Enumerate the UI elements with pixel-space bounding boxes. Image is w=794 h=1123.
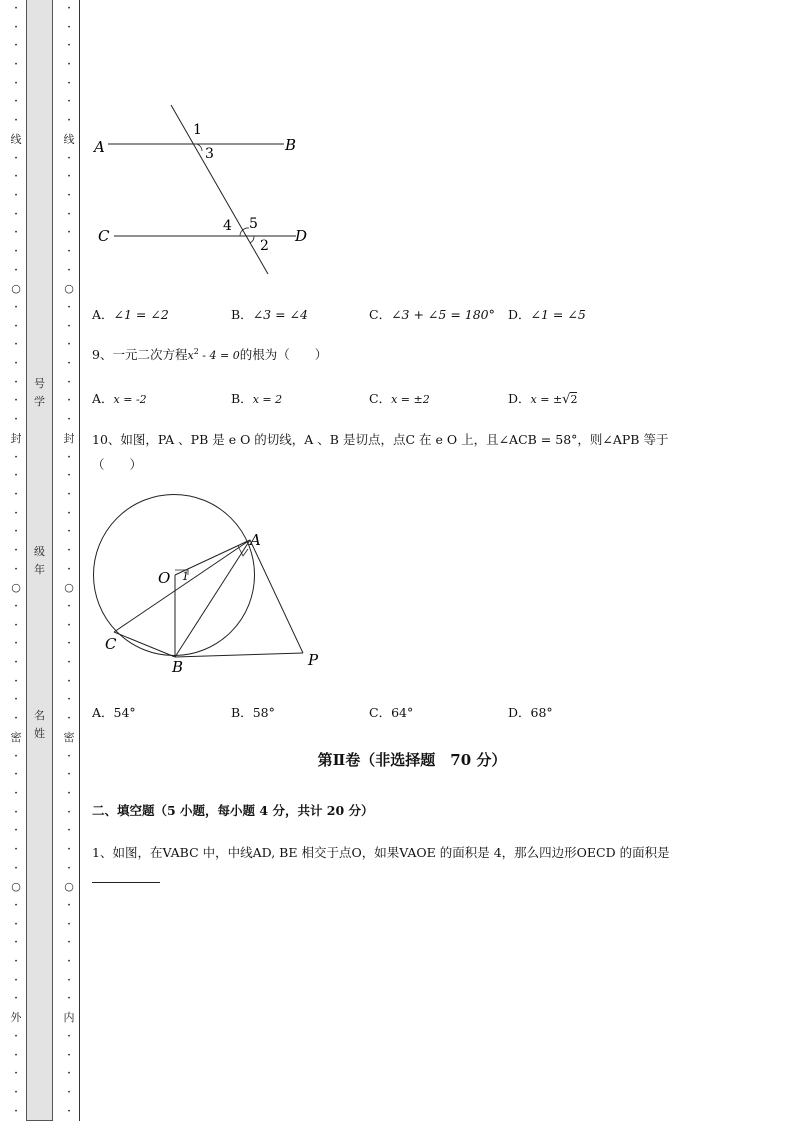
label-c: C bbox=[105, 635, 117, 653]
binding-seal-mark: 内 bbox=[63, 1011, 75, 1025]
binding-dot: • bbox=[67, 341, 71, 349]
binding-dot: • bbox=[67, 1070, 71, 1078]
binding-dot: • bbox=[14, 229, 18, 237]
binding-dot: • bbox=[67, 509, 71, 517]
fill-blank-q1: 1、如图，在VABC 中，中线AD, BE 相交于点O，如果VAOE 的面积是 4，那么四边形OECD 的面积是 bbox=[92, 845, 670, 860]
binding-dot: • bbox=[14, 154, 18, 162]
binding-seal-mark: 封 bbox=[10, 431, 22, 445]
binding-dot: • bbox=[14, 976, 18, 984]
binding-dot: • bbox=[14, 453, 18, 461]
binding-dot: • bbox=[67, 79, 71, 87]
binding-dot: • bbox=[67, 378, 71, 386]
binding-dot: • bbox=[14, 509, 18, 517]
option-text: x = 2 bbox=[252, 393, 283, 406]
option-key: B． bbox=[231, 391, 253, 406]
binding-dot: • bbox=[14, 1107, 18, 1115]
binding-dot: • bbox=[14, 546, 18, 554]
fill-blank-q1-answer[interactable] bbox=[92, 868, 160, 883]
binding-dot: • bbox=[14, 845, 18, 853]
option-key: B． bbox=[231, 705, 253, 720]
binding-dot: • bbox=[14, 603, 18, 610]
binding-circle-mark: ○ bbox=[11, 880, 21, 894]
q10-stem-line2: （ ） bbox=[92, 457, 143, 472]
binding-dot: • bbox=[67, 5, 71, 12]
q10-stem: 10、如图，PA 、PB 是 e O 的切线，A 、B 是切点，点C 在 e O 上，且∠ACB = 58°，则∠APB 等于 bbox=[92, 432, 669, 447]
binding-dot: • bbox=[14, 995, 18, 1003]
option-text: ∠3 + ∠5 = 180° bbox=[391, 307, 495, 322]
option-text: x = -2 bbox=[113, 393, 147, 406]
label-angle-1: 1 bbox=[182, 570, 189, 583]
binding-dot: • bbox=[67, 827, 71, 835]
q8-option-a[interactable] bbox=[92, 305, 169, 323]
binding-dot: • bbox=[67, 42, 71, 50]
binding-dot: • bbox=[67, 920, 71, 928]
segment-ca bbox=[114, 540, 250, 632]
binding-dot: • bbox=[67, 360, 71, 368]
binding-dot: • bbox=[67, 472, 71, 480]
option-key: A． bbox=[92, 391, 114, 406]
q9-equation-rest: - 4 = 0 bbox=[198, 349, 240, 362]
binding-dot: • bbox=[14, 266, 18, 274]
binding-dot: • bbox=[14, 696, 18, 704]
binding-dot: • bbox=[14, 920, 18, 928]
binding-dot: • bbox=[14, 752, 18, 760]
binding-dot: • bbox=[67, 191, 71, 199]
label-2: 2 bbox=[260, 238, 269, 254]
q9-option-a[interactable] bbox=[92, 389, 147, 407]
label-4: 4 bbox=[223, 218, 232, 234]
binding-dot: • bbox=[14, 210, 18, 218]
binding-dot: • bbox=[67, 397, 71, 405]
q9-equation-base: x bbox=[187, 349, 194, 362]
q10-option-c[interactable] bbox=[369, 703, 413, 721]
binding-dot: • bbox=[14, 61, 18, 69]
label-5: 5 bbox=[249, 216, 258, 232]
binding-dot: • bbox=[14, 827, 18, 835]
binding-circle-mark: ○ bbox=[64, 880, 74, 894]
label-d: D bbox=[295, 227, 308, 245]
binding-dot: • bbox=[14, 771, 18, 779]
binding-dot: • bbox=[67, 976, 71, 984]
field-char: 名 姓 bbox=[34, 709, 45, 740]
binding-seal-mark: 线 bbox=[10, 132, 22, 146]
label-b: B bbox=[285, 136, 297, 154]
field-char: 号 学 bbox=[34, 377, 45, 408]
binding-dot: • bbox=[67, 266, 71, 274]
option-key: A． bbox=[92, 705, 114, 720]
option-key: B． bbox=[231, 307, 253, 322]
q9-option-b[interactable] bbox=[231, 389, 282, 407]
binding-dot: • bbox=[67, 173, 71, 181]
binding-dot: • bbox=[14, 173, 18, 181]
answer-blank[interactable] bbox=[92, 870, 160, 883]
binding-dot: • bbox=[67, 117, 71, 125]
binding-dot: • bbox=[14, 1032, 18, 1040]
binding-dot: • bbox=[67, 902, 71, 909]
q9-stem-prefix: 9、一元二次方程 bbox=[92, 347, 188, 362]
binding-dot: • bbox=[14, 1070, 18, 1078]
field-student-number bbox=[26, 375, 53, 411]
label-a: A bbox=[94, 138, 105, 156]
binding-dot: • bbox=[14, 5, 18, 12]
binding-dot: • bbox=[67, 453, 71, 461]
binding-dot: • bbox=[14, 191, 18, 199]
binding-dot: • bbox=[67, 546, 71, 554]
q9-option-c[interactable] bbox=[369, 389, 430, 407]
q10-option-d[interactable] bbox=[508, 703, 553, 721]
binding-dot: • bbox=[14, 23, 18, 31]
binding-dot: • bbox=[14, 939, 18, 947]
q9-equation-exp: 2 bbox=[193, 346, 199, 356]
binding-dot: • bbox=[14, 902, 18, 909]
binding-dot: • bbox=[67, 528, 71, 536]
binding-dot: • bbox=[67, 98, 71, 106]
option-key: C． bbox=[369, 391, 392, 406]
binding-dot: • bbox=[14, 247, 18, 255]
binding-dot: • bbox=[67, 565, 71, 573]
binding-dot: • bbox=[67, 659, 71, 667]
binding-dot: • bbox=[67, 789, 71, 797]
fill-blank-section-heading: 二、填空题（5 小题，每小题 4 分，共计 20 分） bbox=[92, 803, 374, 818]
circle-tangent-figure bbox=[92, 493, 332, 683]
option-text: 64° bbox=[391, 705, 414, 720]
option-key: C． bbox=[369, 307, 392, 322]
binding-dot: • bbox=[67, 864, 71, 872]
segment-cb bbox=[114, 632, 175, 657]
binding-dot: • bbox=[14, 677, 18, 685]
binding-dot: • bbox=[67, 490, 71, 498]
q10-option-a[interactable] bbox=[92, 703, 136, 721]
label-b: B bbox=[172, 658, 184, 676]
binding-dot: • bbox=[67, 61, 71, 69]
label-p: P bbox=[308, 651, 319, 669]
option-key: A． bbox=[92, 307, 114, 322]
binding-dot: • bbox=[14, 565, 18, 573]
binding-dot: • bbox=[14, 715, 18, 723]
binding-dot: • bbox=[67, 696, 71, 704]
outer-dot-column bbox=[9, 0, 23, 1123]
binding-circle-mark: ○ bbox=[11, 581, 21, 595]
binding-dot: • bbox=[14, 117, 18, 125]
binding-dot: • bbox=[67, 1032, 71, 1040]
q8-option-d[interactable] bbox=[508, 305, 586, 323]
option-text: ∠1 = ∠5 bbox=[530, 307, 586, 322]
label-c: C bbox=[98, 227, 110, 245]
binding-dot: • bbox=[67, 603, 71, 610]
binding-dot: • bbox=[14, 808, 18, 816]
binding-dot: • bbox=[14, 378, 18, 386]
binding-seal-mark: 封 bbox=[63, 431, 75, 445]
label-1: 1 bbox=[193, 122, 202, 138]
label-3: 3 bbox=[205, 146, 214, 162]
option-key: D． bbox=[508, 391, 531, 406]
option-key: D． bbox=[508, 307, 531, 322]
binding-dot: • bbox=[14, 490, 18, 498]
option-text: x = ± bbox=[530, 393, 563, 406]
tangent-pb bbox=[175, 653, 303, 657]
binding-dot: • bbox=[14, 621, 18, 629]
option-text: ∠3 = ∠4 bbox=[252, 307, 308, 322]
binding-dot: • bbox=[67, 23, 71, 31]
binding-dot: • bbox=[67, 210, 71, 218]
binding-dot: • bbox=[67, 1051, 71, 1059]
binding-circle-mark: ○ bbox=[64, 581, 74, 595]
option-text: 58° bbox=[252, 705, 275, 720]
binding-dot: • bbox=[67, 995, 71, 1003]
binding-dot: • bbox=[14, 1088, 18, 1096]
binding-dot: • bbox=[67, 677, 71, 685]
field-char: 级 年 bbox=[34, 545, 45, 576]
angle-arc-2 bbox=[250, 236, 254, 243]
binding-seal-mark: 密 bbox=[10, 730, 22, 744]
binding-dot: • bbox=[14, 322, 18, 330]
q8-option-b[interactable] bbox=[231, 305, 308, 323]
binding-dot: • bbox=[14, 79, 18, 87]
binding-dot: • bbox=[67, 1107, 71, 1115]
q9-option-d[interactable] bbox=[508, 389, 577, 407]
binding-dot: • bbox=[67, 845, 71, 853]
sqrt-radicand: 2 bbox=[570, 393, 578, 406]
binding-dot: • bbox=[67, 247, 71, 255]
binding-dot: • bbox=[67, 752, 71, 760]
margin-rule bbox=[79, 0, 80, 1121]
angle-arc-45 bbox=[240, 228, 249, 236]
binding-dot: • bbox=[14, 304, 18, 311]
binding-dot: • bbox=[14, 640, 18, 648]
sqrt-sign: √ bbox=[562, 392, 571, 407]
option-key: D． bbox=[508, 705, 531, 720]
binding-dot: • bbox=[14, 864, 18, 872]
binding-dot: • bbox=[67, 715, 71, 723]
binding-circle-mark: ○ bbox=[11, 282, 21, 296]
binding-margin bbox=[0, 0, 82, 1123]
option-text: ∠1 = ∠2 bbox=[113, 307, 169, 322]
circle-o bbox=[94, 495, 255, 656]
binding-dot: • bbox=[67, 304, 71, 311]
field-name bbox=[26, 707, 53, 743]
binding-dot: • bbox=[14, 397, 18, 405]
option-key: C． bbox=[369, 705, 392, 720]
binding-dot: • bbox=[67, 939, 71, 947]
binding-dot: • bbox=[67, 322, 71, 330]
inner-dot-column bbox=[62, 0, 76, 1123]
option-text: 68° bbox=[530, 705, 553, 720]
binding-dot: • bbox=[67, 621, 71, 629]
label-a: A bbox=[250, 531, 261, 549]
binding-dot: • bbox=[14, 42, 18, 50]
binding-dot: • bbox=[67, 640, 71, 648]
binding-dot: • bbox=[67, 154, 71, 162]
binding-dot: • bbox=[14, 416, 18, 424]
binding-dot: • bbox=[14, 341, 18, 349]
tangent-pa bbox=[250, 540, 303, 653]
option-text: x = ±2 bbox=[391, 393, 430, 406]
binding-dot: • bbox=[67, 1088, 71, 1096]
binding-dot: • bbox=[67, 416, 71, 424]
binding-dot: • bbox=[14, 1051, 18, 1059]
binding-dot: • bbox=[14, 659, 18, 667]
binding-dot: • bbox=[67, 808, 71, 816]
binding-seal-mark: 外 bbox=[10, 1011, 22, 1025]
binding-dot: • bbox=[14, 528, 18, 536]
binding-seal-mark: 线 bbox=[63, 132, 75, 146]
parallel-lines-figure bbox=[92, 95, 322, 280]
binding-circle-mark: ○ bbox=[64, 282, 74, 296]
binding-dot: • bbox=[14, 958, 18, 966]
option-text: 54° bbox=[113, 705, 136, 720]
q8-option-c[interactable] bbox=[369, 305, 495, 323]
binding-dot: • bbox=[67, 958, 71, 966]
q9-stem bbox=[92, 345, 327, 363]
binding-dot: • bbox=[67, 771, 71, 779]
binding-seal-mark: 密 bbox=[63, 730, 75, 744]
binding-dot: • bbox=[14, 98, 18, 106]
field-grade bbox=[26, 543, 53, 579]
binding-dot: • bbox=[14, 360, 18, 368]
binding-dot: • bbox=[14, 472, 18, 480]
q10-option-b[interactable] bbox=[231, 703, 275, 721]
binding-dot: • bbox=[14, 789, 18, 797]
binding-dot: • bbox=[67, 229, 71, 237]
part2-title: 第Ⅱ卷（非选择题 70 分） bbox=[317, 751, 507, 769]
q9-stem-suffix: 的根为（ ） bbox=[239, 347, 328, 362]
transversal bbox=[171, 105, 268, 274]
label-o: O bbox=[158, 569, 171, 587]
